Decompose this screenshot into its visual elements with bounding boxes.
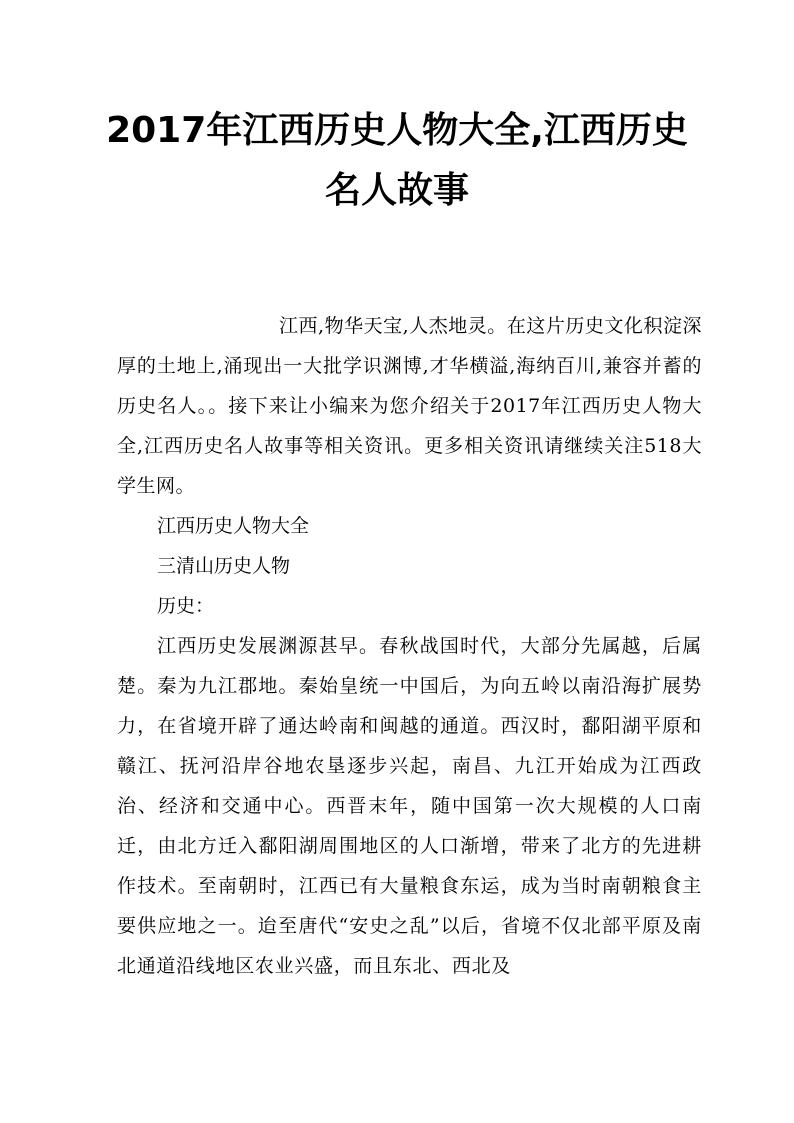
document-body <box>117 306 702 986</box>
document-title: 2017年江西历史人物大全,江西历史名人故事 <box>106 110 688 211</box>
section-heading-history: 历史： <box>157 595 215 617</box>
history-paragraph: 江西历史发展渊源甚早。春秋战国时代，大部分先属越，后属楚。秦为九江郡地。秦始皇统一中国后，为向五岭以南沿海扩展势力，在省境开辟了通达岭南和闽越的通道。西汉时，鄱阳湖平原和赣江、抚河沿岸谷地农垦逐步兴起，南昌、九江开始成为江西政治、经济和交通中心。西晋末年，随中国第一次大规模的人口南迁，由北方迁入鄱阳湖周围地区的人口渐增，带来了北方的先进耕作技术。至南朝时，江西已有大量粮食东运，成为当时南朝粮食主要供应地之一。迨至唐代“安史之乱”以后，省境不仅北部平原及南北通道沿线地区农业兴盛，而且东北、西北及 <box>117 635 702 977</box>
intro-paragraph: 江西,物华天宝,人杰地灵。在这片历史文化积淀深厚的土地上,涌现出一大批学识渊博,才华横溢,海纳百川,兼容并蓄的历史名人。。接下来让小编来为您介绍关于2017年江西历史人物大全,江西历史名人故事等相关资讯。更多相关资讯请继续关注518大学生网。 <box>117 315 702 497</box>
section-heading-jiangxi-figures: 江西历史人物大全 <box>157 515 310 537</box>
section-heading-sanqingshan-figures: 三清山历史人物 <box>157 555 291 577</box>
